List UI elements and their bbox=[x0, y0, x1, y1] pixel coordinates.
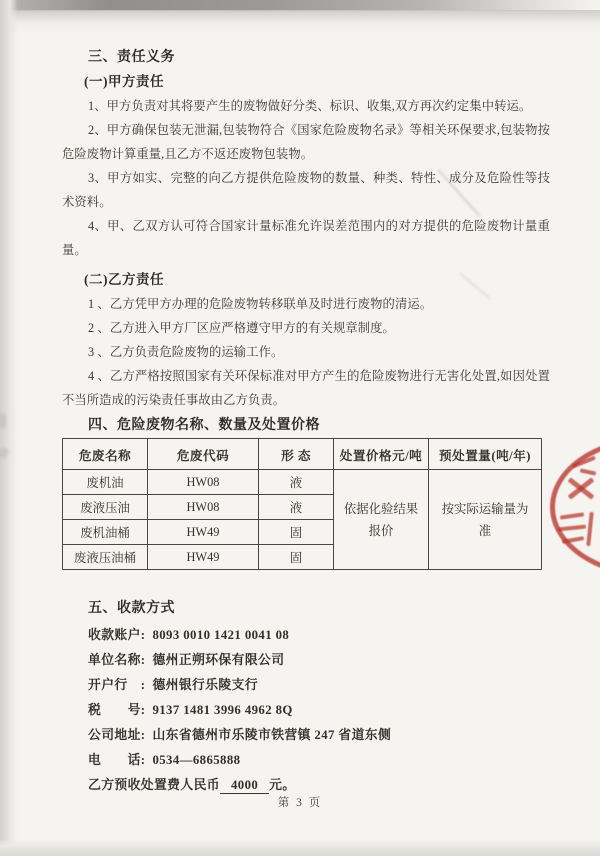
section-3-title: 三、责任义务 bbox=[88, 50, 175, 65]
party-b-heading: (二)乙方责任 bbox=[84, 272, 164, 287]
cell-waste-name: 废液压油 bbox=[63, 495, 148, 520]
cell-waste-form: 固 bbox=[259, 545, 334, 570]
field-label: 开户行 : bbox=[88, 678, 146, 692]
field-label: 电 话: bbox=[88, 753, 146, 767]
section-responsibilities bbox=[62, 46, 550, 412]
party-a-item: 1、甲方负责对其将要产生的废物做好分类、标识、收集,双方再次约定集中转运。 bbox=[88, 99, 532, 113]
payment-field-address bbox=[62, 723, 550, 748]
party-a-item: 2、甲方确保包装无泄漏,包装物符合《国家危险废物名录》等相关环保要求,包装物按危险废物计算重量,且乙方不返还废物包装物。 bbox=[62, 123, 550, 161]
party-b-item: 2 、乙方进入甲方厂区应严格遵守甲方的有关规章制度。 bbox=[88, 321, 395, 335]
cell-waste-name: 废机油桶 bbox=[63, 520, 148, 545]
party-a-item: 3、甲方如实、完整的向乙方提供危险废物的数量、种类、特性、成分及危险性等技术资料。 bbox=[62, 171, 550, 209]
field-value: 德州银行乐陵支行 bbox=[152, 678, 259, 692]
cell-waste-code: HW49 bbox=[148, 545, 259, 570]
cell-waste-form: 液 bbox=[259, 495, 334, 520]
payment-field-phone bbox=[62, 748, 550, 773]
field-label: 单位名称: bbox=[88, 653, 146, 667]
section-payment bbox=[62, 597, 550, 798]
cell-waste-code: HW49 bbox=[148, 520, 259, 545]
waste-table bbox=[62, 438, 542, 570]
party-a-heading: (一)甲方责任 bbox=[84, 74, 164, 89]
party-a-item: 4、甲、乙双方认可符合国家计量标准允许误差范围内的对方提供的危险废物计量重量。 bbox=[62, 219, 550, 257]
field-label: 公司地址: bbox=[88, 728, 146, 742]
header-waste-form: 形 态 bbox=[259, 439, 334, 470]
field-label: 收款账户: bbox=[88, 628, 146, 642]
header-waste-name: 危废名称 bbox=[63, 439, 148, 470]
page-number: 第 3 页 bbox=[277, 797, 323, 809]
payment-field-account bbox=[62, 623, 550, 648]
cell-waste-name: 废机油 bbox=[63, 470, 148, 495]
header-waste-code: 危废代码 bbox=[148, 439, 259, 470]
field-value: 德州正朔环保有限公司 bbox=[152, 653, 285, 667]
prepay-amount: 4000 bbox=[220, 778, 269, 794]
party-b-item: 3 、乙方负责危险废物的运输工作。 bbox=[88, 345, 284, 359]
table-row bbox=[63, 470, 542, 495]
cell-waste-name: 废液压油桶 bbox=[63, 545, 148, 570]
scan-left-edge bbox=[0, 0, 18, 856]
payment-field-company bbox=[62, 648, 550, 673]
prepay-prefix: 乙方预收处置费人民币 bbox=[88, 778, 220, 792]
cell-quantity-note: 按实际运输量为准 bbox=[429, 470, 542, 570]
cell-waste-code: HW08 bbox=[148, 470, 259, 495]
header-price: 处置价格元/吨 bbox=[334, 439, 429, 470]
field-label: 税 号: bbox=[88, 703, 146, 717]
field-value: 9137 1481 3996 4962 8Q bbox=[152, 703, 293, 717]
cell-waste-code: HW08 bbox=[148, 495, 259, 520]
section-5-title: 五、收款方式 bbox=[88, 601, 175, 616]
payment-field-bank bbox=[62, 673, 550, 698]
section-4-title: 四、危险废物名称、数量及处置价格 bbox=[88, 418, 320, 433]
cell-waste-form: 固 bbox=[259, 520, 334, 545]
prepay-suffix: 元。 bbox=[269, 778, 296, 792]
header-quantity: 预处置量(吨/年) bbox=[429, 439, 542, 470]
scan-top-shadow bbox=[0, 10, 600, 34]
payment-field-tax-id bbox=[62, 698, 550, 723]
party-b-item: 4 、乙方严格按照国家有关环保标准对甲方产生的危险废物进行无害化处置,如因处置不当所造成的污染责任事故由乙方负责。 bbox=[62, 369, 550, 407]
cell-waste-form: 液 bbox=[259, 470, 334, 495]
section-waste-price bbox=[62, 414, 541, 570]
cell-price-note: 依据化验结果报价 bbox=[334, 470, 429, 570]
waste-table-header-row bbox=[63, 439, 542, 470]
field-value: 0534—6865888 bbox=[152, 753, 241, 767]
scan-bottom-edge bbox=[0, 839, 600, 856]
scan-smudge bbox=[0, 414, 6, 428]
field-value: 8093 0010 1421 0041 08 bbox=[152, 628, 290, 642]
field-value: 山东省德州市乐陵市铁营镇 247 省道东侧 bbox=[152, 728, 392, 742]
party-b-item: 1 、乙方凭甲方办理的危险废物转移联单及时进行废物的清运。 bbox=[88, 297, 433, 311]
